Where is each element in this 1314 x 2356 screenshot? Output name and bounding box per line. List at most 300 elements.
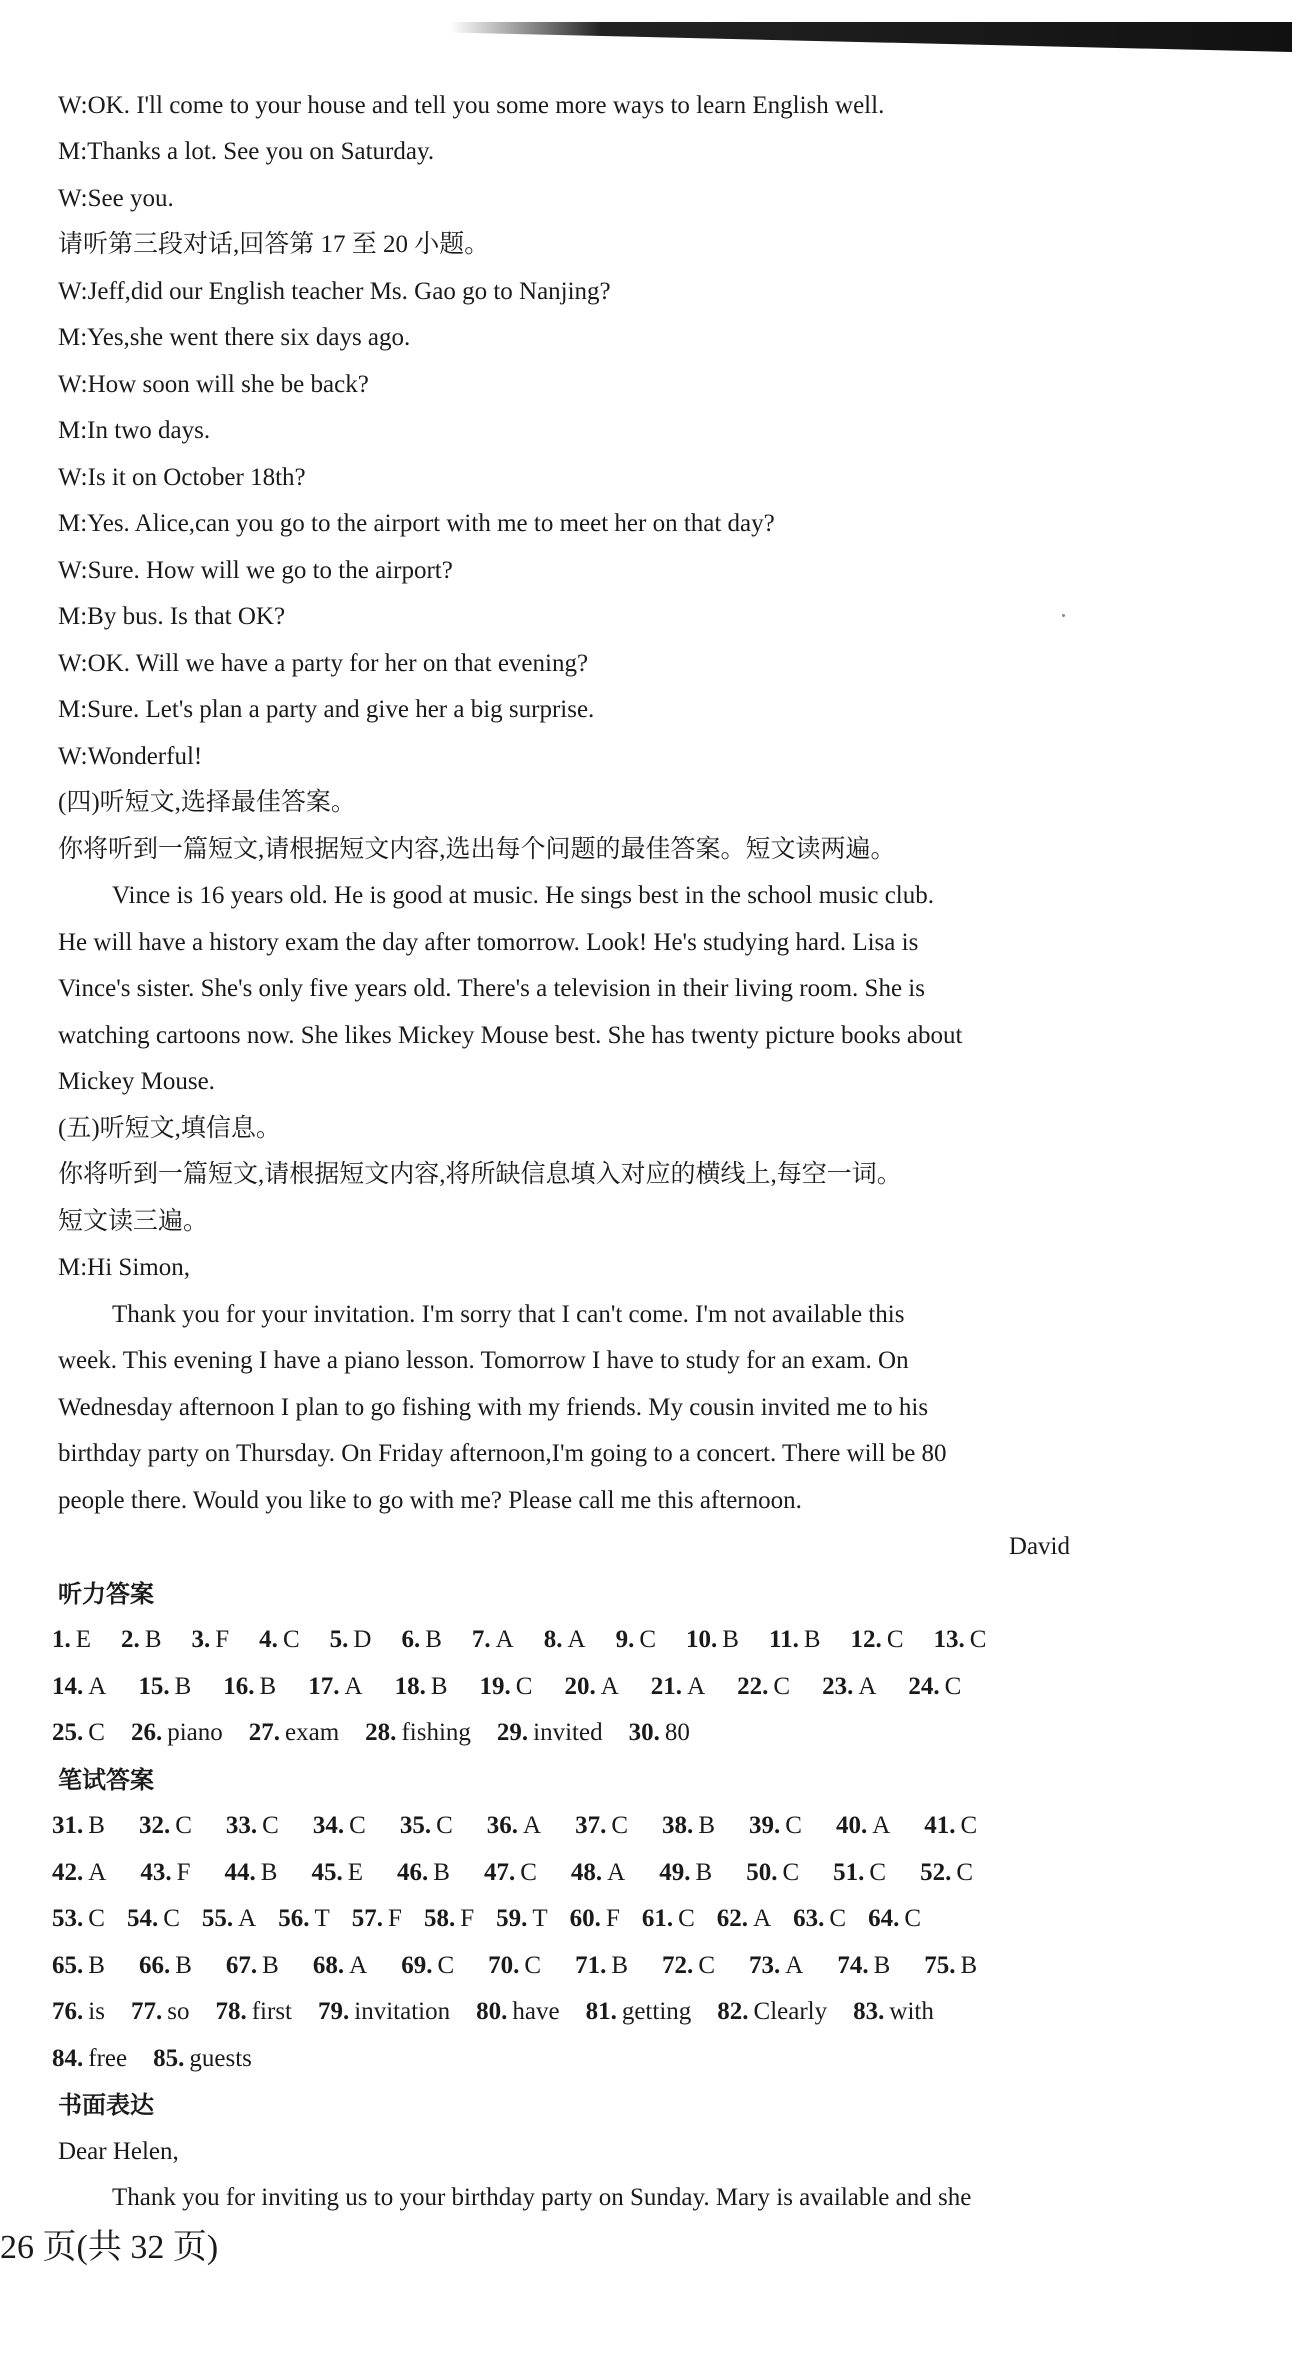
answer-value: fishing <box>401 1719 471 1746</box>
answer-number: 25. <box>52 1719 84 1746</box>
answer-number: 83. <box>853 1998 885 2025</box>
answer-number: 31. <box>52 1812 84 1839</box>
answer-value: A <box>567 1626 586 1653</box>
answer-number: 69. <box>401 1952 433 1979</box>
answer-number: 58. <box>423 1905 456 1932</box>
answer-number: 23. <box>822 1673 854 1700</box>
answer-item <box>313 1950 367 1982</box>
answer-value: B <box>144 1626 162 1653</box>
answer-item <box>52 1810 105 1842</box>
dialogue-line: W:See you. <box>58 185 174 212</box>
answer-item <box>476 1996 559 2028</box>
answer-item <box>52 2043 127 2075</box>
answer-item <box>397 1857 450 1889</box>
answer-value: F <box>176 1859 191 1886</box>
answer-number: 15. <box>138 1673 170 1700</box>
answer-number: 30. <box>628 1719 660 1746</box>
answer-item <box>52 1903 105 1935</box>
passage-line: birthday party on Thursday. On Friday afternoon,I'm going to a concert. There will be 80 <box>58 1440 947 1467</box>
answer-value: F <box>388 1905 402 1932</box>
answer-value: C <box>869 1859 887 1886</box>
writing-greeting: Dear Helen, <box>58 2138 179 2165</box>
letter-greeting: M:Hi Simon, <box>58 1254 190 1281</box>
answer-number: 49. <box>659 1859 691 1886</box>
answer-value: C <box>436 1812 453 1839</box>
answer-number: 37. <box>575 1812 607 1839</box>
answer-item <box>278 1903 330 1935</box>
dialogue-line: W:OK. I'll come to your house and tell you some more ways to learn English well. <box>58 92 885 119</box>
answer-value: B <box>803 1626 821 1653</box>
dialogue-line: M:Yes,she went there six days ago. <box>58 324 411 351</box>
answer-number: 4. <box>259 1626 278 1653</box>
answer-number: 18. <box>394 1673 426 1700</box>
answer-item <box>651 1671 705 1703</box>
answer-value: C <box>886 1626 904 1653</box>
answer-number: 65. <box>52 1952 84 1979</box>
answer-number: 59. <box>496 1905 528 1932</box>
answer-value: C <box>678 1905 695 1932</box>
answer-number: 24. <box>908 1673 940 1700</box>
answer-item <box>52 1671 106 1703</box>
answer-number: 22. <box>737 1673 769 1700</box>
answer-number: 19. <box>479 1673 511 1700</box>
answer-item <box>121 1624 161 1656</box>
answer-number: 17. <box>308 1673 340 1700</box>
answer-number: 48. <box>570 1859 603 1886</box>
answer-value: C <box>163 1905 180 1932</box>
answer-value: E <box>347 1859 363 1886</box>
section3-instruction: 请听第三段对话,回答第 17 至 20 小题。 <box>58 231 490 258</box>
answer-value: B <box>88 1812 105 1839</box>
answer-number: 8. <box>543 1626 563 1653</box>
answer-item <box>259 1624 299 1656</box>
answer-value: C <box>904 1905 922 1932</box>
answer-number: 64. <box>868 1905 900 1932</box>
answer-number: 7. <box>471 1626 491 1653</box>
answer-item <box>52 1950 105 1982</box>
answer-number: 80. <box>476 1998 508 2025</box>
answer-item <box>140 1857 190 1889</box>
answer-value: C <box>611 1812 629 1839</box>
answer-value: C <box>520 1859 537 1886</box>
answer-number: 2. <box>121 1626 140 1653</box>
answer-row <box>52 2043 252 2075</box>
answer-item <box>226 1810 279 1842</box>
answer-value: C <box>437 1952 455 1979</box>
answer-number: 53. <box>52 1905 84 1932</box>
answer-item <box>308 1671 362 1703</box>
answer-item <box>717 1903 771 1935</box>
answer-number: 71. <box>575 1952 607 1979</box>
answer-value: free <box>88 2045 128 2072</box>
answer-value: C <box>969 1626 987 1653</box>
answer-value: C <box>698 1952 715 1979</box>
answer-item <box>662 1810 715 1842</box>
answer-value: A <box>753 1905 772 1932</box>
answer-item <box>52 1996 105 2028</box>
answer-value: Clearly <box>753 1998 828 2025</box>
passage-line: Vince's sister. She's only five years old. There's a television in their living room. She is <box>58 975 925 1002</box>
answer-number: 14. <box>52 1673 84 1700</box>
answer-item <box>223 1671 276 1703</box>
answer-value: D <box>353 1626 372 1653</box>
answer-item <box>686 1624 739 1656</box>
answer-item <box>629 1717 690 1749</box>
answer-number: 47. <box>483 1859 516 1886</box>
answer-item <box>401 1950 454 1982</box>
answer-item <box>497 1717 603 1749</box>
answer-item <box>717 1996 827 2028</box>
answer-item <box>924 1950 977 1982</box>
answer-number: 9. <box>615 1626 635 1653</box>
answer-number: 43. <box>140 1859 172 1886</box>
answer-item <box>662 1950 715 1982</box>
dialogue-line: M:Thanks a lot. See you on Saturday. <box>58 138 435 165</box>
answer-value: first <box>251 1998 292 2025</box>
answer-item <box>616 1624 656 1656</box>
dialogue-line: M:Sure. Let's plan a party and give her a big surprise. <box>58 696 595 723</box>
answer-value: C <box>88 1719 105 1746</box>
answer-number: 77. <box>130 1998 163 2025</box>
answer-item <box>318 1996 450 2028</box>
answer-value: A <box>344 1673 363 1700</box>
answer-item <box>192 1624 230 1656</box>
answer-item <box>793 1903 846 1935</box>
answer-value: A <box>523 1812 542 1839</box>
answer-item <box>138 1671 191 1703</box>
answer-number: 75. <box>924 1952 956 1979</box>
answer-item <box>769 1624 821 1656</box>
answer-item <box>924 1810 977 1842</box>
answer-value: is <box>88 1998 105 2025</box>
answer-item <box>472 1624 514 1656</box>
answer-value: C <box>960 1812 978 1839</box>
answer-item <box>226 1950 279 1982</box>
answer-item <box>139 1810 192 1842</box>
answer-item <box>352 1903 402 1935</box>
writing-first-line: Thank you for inviting us to your birthday party on Sunday. Mary is available and she <box>112 2184 972 2211</box>
answer-value: B <box>430 1673 448 1700</box>
answer-item <box>496 1903 548 1935</box>
passage-line: Mickey Mouse. <box>58 1068 215 1095</box>
answer-number: 67. <box>225 1952 258 1979</box>
page-number: 26 页(共 32 页) <box>0 2229 219 2266</box>
answer-number: 61. <box>641 1905 674 1932</box>
answer-number: 11. <box>768 1626 799 1653</box>
answer-row <box>52 1810 977 1842</box>
answer-value: A <box>600 1673 619 1700</box>
answer-number: 29. <box>496 1719 529 1746</box>
answer-number: 72. <box>662 1952 694 1979</box>
answer-row <box>52 1624 986 1656</box>
answer-item <box>837 1950 890 1982</box>
part5-instruction-cont: 短文读三遍。 <box>58 1208 209 1235</box>
answer-number: 34. <box>312 1812 345 1839</box>
dialogue-line: W:Is it on October 18th? <box>58 464 306 491</box>
answer-value: C <box>282 1626 300 1653</box>
answer-number: 50. <box>746 1859 778 1886</box>
answer-value: exam <box>285 1719 340 1746</box>
dialogue-line: W:Jeff,did our English teacher Ms. Gao go to Nanjing? <box>58 278 611 305</box>
answer-value: A <box>349 1952 368 1979</box>
answer-value: B <box>260 1859 278 1886</box>
answer-item <box>836 1810 890 1842</box>
passage-line: Wednesday afternoon I plan to go fishing with my friends. My cousin invited me to his <box>58 1394 929 1421</box>
answer-item <box>908 1671 961 1703</box>
answer-number: 57. <box>351 1905 384 1932</box>
answer-number: 81. <box>585 1998 617 2025</box>
answer-number: 35. <box>399 1812 432 1839</box>
answer-item <box>659 1857 712 1889</box>
answer-value: guests <box>189 2045 252 2072</box>
dialogue-line: W:How soon will she be back? <box>58 371 369 398</box>
answer-item <box>487 1810 541 1842</box>
passage-line: He will have a history exam the day after tomorrow. Look! He's studying hard. Lisa is <box>58 929 919 956</box>
answer-item <box>480 1671 533 1703</box>
answer-number: 6. <box>401 1626 421 1653</box>
written-answers-title: 笔试答案 <box>58 1766 154 1794</box>
answer-value: C <box>88 1905 105 1932</box>
dialogue-line: W:OK. Will we have a party for her on that evening? <box>58 650 589 677</box>
answer-value: A <box>785 1952 804 1979</box>
dialogue-line: M:In two days. <box>58 417 211 444</box>
answer-value: B <box>960 1952 978 1979</box>
answer-number: 52. <box>920 1859 952 1886</box>
answer-number: 40. <box>835 1812 868 1839</box>
passage-line: Thank you for your invitation. I'm sorry that I can't come. I'm not available this <box>112 1301 905 1328</box>
dialogue-line: W:Wonderful! <box>58 743 203 770</box>
answer-number: 79. <box>318 1998 350 2025</box>
answer-item <box>746 1857 799 1889</box>
answer-value: B <box>425 1626 442 1653</box>
answer-number: 85. <box>153 2045 185 2072</box>
answer-item <box>749 1810 802 1842</box>
part5-title: (五)听短文,填信息。 <box>58 1115 281 1142</box>
answer-row <box>52 1857 973 1889</box>
top-decorative-bar <box>450 22 1292 52</box>
answer-item <box>401 1624 441 1656</box>
answer-item <box>215 1996 292 2028</box>
answer-item <box>131 1717 223 1749</box>
answer-item <box>484 1857 537 1889</box>
answer-item <box>249 1717 339 1749</box>
answer-item <box>153 2043 252 2075</box>
answer-number: 32. <box>138 1812 171 1839</box>
answer-number: 20. <box>564 1673 596 1700</box>
answer-value: B <box>175 1952 192 1979</box>
answer-value: C <box>349 1812 366 1839</box>
answer-value: T <box>532 1905 548 1932</box>
letter-signature: David <box>1008 1533 1070 1560</box>
part4-instruction: 你将听到一篇短文,请根据短文内容,选出每个问题的最佳答案。短文读两遍。 <box>58 836 896 863</box>
answer-number: 39. <box>749 1812 781 1839</box>
answer-item <box>131 1996 190 2028</box>
answer-number: 63. <box>793 1905 825 1932</box>
passage-line: week. This evening I have a piano lesson. Tomorrow I have to study for an exam. On <box>58 1347 909 1374</box>
answer-item <box>749 1950 803 1982</box>
answer-item <box>311 1857 363 1889</box>
answer-row <box>52 1903 921 1935</box>
answer-item <box>52 1857 106 1889</box>
answer-value: B <box>873 1952 891 1979</box>
answer-value: T <box>314 1905 330 1932</box>
answer-value: C <box>956 1859 974 1886</box>
answer-number: 74. <box>837 1952 869 1979</box>
answer-value: B <box>262 1952 279 1979</box>
answer-number: 36. <box>486 1812 519 1839</box>
passage-line: watching cartoons now. She likes Mickey Mouse best. She has twenty picture books about <box>58 1022 963 1049</box>
answer-item <box>395 1671 448 1703</box>
answer-number: 33. <box>225 1812 258 1839</box>
answer-number: 44. <box>224 1859 256 1886</box>
answer-number: 66. <box>138 1952 171 1979</box>
answer-value: F <box>215 1626 230 1653</box>
answer-number: 54. <box>126 1905 159 1932</box>
dialogue-line: M:By bus. Is that OK? <box>58 603 286 630</box>
answer-value: C <box>175 1812 192 1839</box>
answer-value: C <box>773 1673 791 1700</box>
answer-item <box>575 1950 628 1982</box>
answer-item <box>586 1996 692 2028</box>
answer-value: C <box>782 1859 800 1886</box>
answer-value: B <box>611 1952 629 1979</box>
listening-answers-title: 听力答案 <box>58 1580 154 1608</box>
answer-number: 28. <box>365 1719 397 1746</box>
answer-number: 60. <box>569 1905 601 1932</box>
answer-number: 73. <box>749 1952 781 1979</box>
answer-value: C <box>944 1673 962 1700</box>
answer-item <box>544 1624 586 1656</box>
answer-number: 84. <box>52 2045 84 2072</box>
answer-number: 16. <box>223 1673 255 1700</box>
answer-value: B <box>698 1812 715 1839</box>
scan-speck <box>1062 614 1065 617</box>
answer-item <box>575 1810 628 1842</box>
answer-value: invited <box>533 1719 603 1746</box>
passage-line: people there. Would you like to go with me? Please call me this afternoon. <box>58 1487 802 1514</box>
passage-line: Vince is 16 years old. He is good at music. He sings best in the school music club. <box>112 882 934 909</box>
answer-value: B <box>88 1952 105 1979</box>
answer-row <box>52 1717 690 1749</box>
answer-value: A <box>88 1859 107 1886</box>
answer-item <box>127 1903 180 1935</box>
answer-number: 45. <box>311 1859 343 1886</box>
answer-value: C <box>262 1812 279 1839</box>
answer-value: C <box>639 1626 657 1653</box>
answer-value: B <box>433 1859 450 1886</box>
answer-value: C <box>515 1673 533 1700</box>
answer-item <box>868 1903 921 1935</box>
answer-number: 51. <box>833 1859 865 1886</box>
answer-value: A <box>495 1626 514 1653</box>
answer-value: C <box>785 1812 802 1839</box>
answer-number: 62. <box>716 1905 749 1932</box>
answer-number: 38. <box>662 1812 694 1839</box>
answer-value: C <box>524 1952 542 1979</box>
answer-item <box>642 1903 695 1935</box>
answer-item <box>570 1903 620 1935</box>
answer-item <box>330 1624 372 1656</box>
dialogue-line: W:Sure. How will we go to the airport? <box>58 557 453 584</box>
answer-value: so <box>167 1998 190 2025</box>
answer-number: 46. <box>397 1859 429 1886</box>
answer-number: 27. <box>248 1719 281 1746</box>
writing-title: 书面表达 <box>58 2091 154 2119</box>
answer-number: 10. <box>686 1626 718 1653</box>
answer-item <box>52 1717 105 1749</box>
answer-item <box>833 1857 886 1889</box>
answer-item <box>400 1810 453 1842</box>
answer-row <box>52 1996 934 2028</box>
answer-number: 3. <box>191 1626 211 1653</box>
answer-number: 78. <box>215 1998 247 2025</box>
answer-value: have <box>512 1998 560 2025</box>
answer-item <box>571 1857 625 1889</box>
answer-value: A <box>238 1905 257 1932</box>
answer-value: getting <box>621 1998 692 2025</box>
answer-value: A <box>858 1673 877 1700</box>
answer-value: F <box>460 1905 475 1932</box>
answer-number: 76. <box>52 1998 84 2025</box>
answer-number: 55. <box>201 1905 234 1932</box>
answer-item <box>564 1671 618 1703</box>
answer-item <box>920 1857 973 1889</box>
answer-number: 26. <box>130 1719 163 1746</box>
answer-item <box>365 1717 471 1749</box>
answer-item <box>737 1671 790 1703</box>
answer-number: 68. <box>312 1952 345 1979</box>
answer-item <box>488 1950 541 1982</box>
answer-value: B <box>695 1859 713 1886</box>
answer-item <box>424 1903 474 1935</box>
dialogue-line: M:Yes. Alice,can you go to the airport with me to meet her on that day? <box>58 510 775 537</box>
answer-value: F <box>605 1905 620 1932</box>
answer-value: B <box>174 1673 192 1700</box>
answer-value: with <box>889 1998 934 2025</box>
part5-instruction: 你将听到一篇短文,请根据短文内容,将所缺信息填入对应的横线上,每空一词。 <box>58 1161 902 1188</box>
answer-item <box>822 1671 876 1703</box>
answer-value: A <box>88 1673 107 1700</box>
answer-value: A <box>872 1812 891 1839</box>
answer-item <box>851 1624 904 1656</box>
answer-number: 1. <box>52 1626 71 1653</box>
answer-item <box>52 1624 91 1656</box>
answer-value: invitation <box>354 1998 451 2025</box>
answer-number: 70. <box>488 1952 520 1979</box>
answer-value: A <box>687 1673 706 1700</box>
answer-row <box>52 1671 961 1703</box>
answer-number: 5. <box>329 1626 349 1653</box>
answer-item <box>853 1996 934 2028</box>
answer-item <box>139 1950 192 1982</box>
answer-item <box>225 1857 278 1889</box>
answer-value: B <box>259 1673 277 1700</box>
answer-item <box>934 1624 987 1656</box>
answer-number: 42. <box>52 1859 84 1886</box>
answer-number: 56. <box>278 1905 310 1932</box>
answer-value: A <box>607 1859 626 1886</box>
answer-value: B <box>722 1626 739 1653</box>
answer-number: 21. <box>650 1673 683 1700</box>
answer-value: C <box>829 1905 847 1932</box>
answer-number: 41. <box>924 1812 956 1839</box>
answer-number: 13. <box>933 1626 965 1653</box>
answer-value: 80 <box>664 1719 690 1746</box>
answer-row <box>52 1950 977 1982</box>
answer-value: E <box>75 1626 92 1653</box>
answer-item <box>202 1903 256 1935</box>
answer-number: 12. <box>850 1626 882 1653</box>
